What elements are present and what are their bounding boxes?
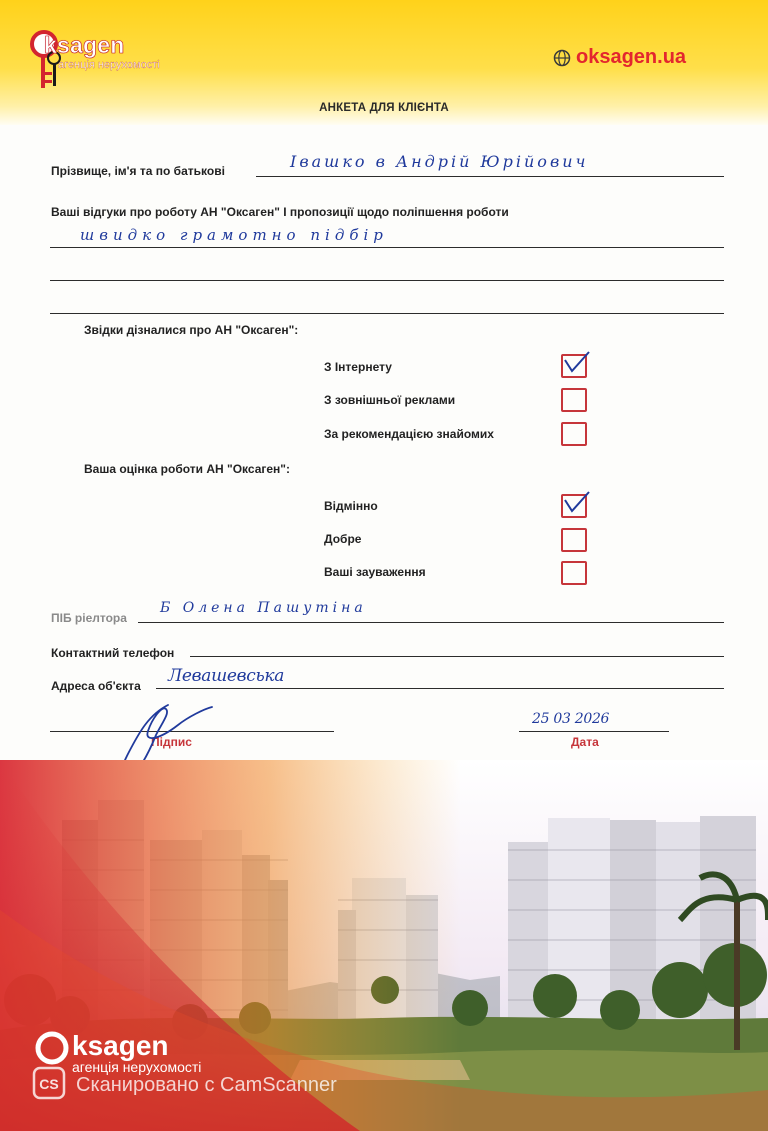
camscanner-icon (32, 1066, 66, 1100)
rating-question: Ваша оцінка роботи АН "Оксаген": (84, 462, 290, 476)
address-line (156, 688, 724, 689)
rating-option-remarks: Ваші зауваження (324, 565, 426, 579)
logo-tagline: агенція нерухомості (58, 59, 160, 71)
source-option-outdoor-ads: З зовнішньої реклами (324, 393, 456, 407)
camscanner-watermark: Сканировано с CamScanner (76, 1074, 337, 1096)
address-value[interactable]: Левашевська (168, 666, 285, 686)
realtor-value[interactable]: Б Олена Пашутіна (160, 600, 367, 616)
checkbox-internet[interactable] (561, 354, 587, 378)
name-value[interactable]: Івашко в Андрій Юрійович (290, 152, 589, 171)
form-title: АНКЕТА ДЛЯ КЛІЄНТА (319, 102, 449, 114)
footer-logo-name: ksagen (72, 1030, 169, 1061)
realtor-line (138, 622, 724, 623)
source-option-internet: З Інтернету (324, 360, 392, 374)
checkmark-icon (561, 350, 591, 372)
svg-text:CS: CS (39, 1076, 59, 1092)
date-value[interactable]: 25 03 2026 (532, 711, 610, 727)
source-option-recommendation: За рекомендацією знайомих (324, 427, 494, 441)
phone-line[interactable] (190, 656, 724, 657)
website-link[interactable]: oksagen.ua (576, 46, 687, 68)
checkbox-remarks[interactable] (561, 561, 587, 585)
name-label: Прізвище, ім'я та по батькові (51, 164, 225, 178)
name-line (256, 176, 724, 177)
phone-label: Контактний телефон (51, 646, 175, 660)
checkmark-icon (561, 490, 591, 512)
rating-option-good: Добре (324, 532, 362, 546)
logo-name: ksagen (44, 32, 125, 58)
feedback-value[interactable]: швидко грамотно підбір (80, 226, 388, 244)
rating-option-excellent: Відмінно (324, 499, 378, 513)
oksagen-logo (30, 28, 180, 98)
signature-label: Підпис (151, 735, 192, 749)
address-label: Адреса об'єкта (51, 679, 141, 693)
feedback-label: Ваші відгуки про роботу АН "Оксаген" І пропозиції щодо поліпшення роботи (51, 205, 509, 219)
feedback-line-3 (50, 313, 724, 314)
date-line (519, 731, 669, 732)
footer-logo-tagline: агенція нерухомості (72, 1059, 202, 1075)
globe-icon (553, 49, 571, 67)
source-question: Звідки дізналися про АН "Оксаген": (84, 323, 299, 337)
realtor-label: ПІБ ріелтора (51, 611, 127, 625)
feedback-line-2 (50, 280, 724, 281)
checkbox-recommendation[interactable] (561, 422, 587, 446)
footer-logo-ring-icon (34, 1030, 70, 1066)
checkbox-outdoor-ads[interactable] (561, 388, 587, 412)
date-label: Дата (571, 735, 599, 749)
feedback-line-1 (50, 247, 724, 248)
checkbox-excellent[interactable] (561, 494, 587, 518)
checkbox-good[interactable] (561, 528, 587, 552)
